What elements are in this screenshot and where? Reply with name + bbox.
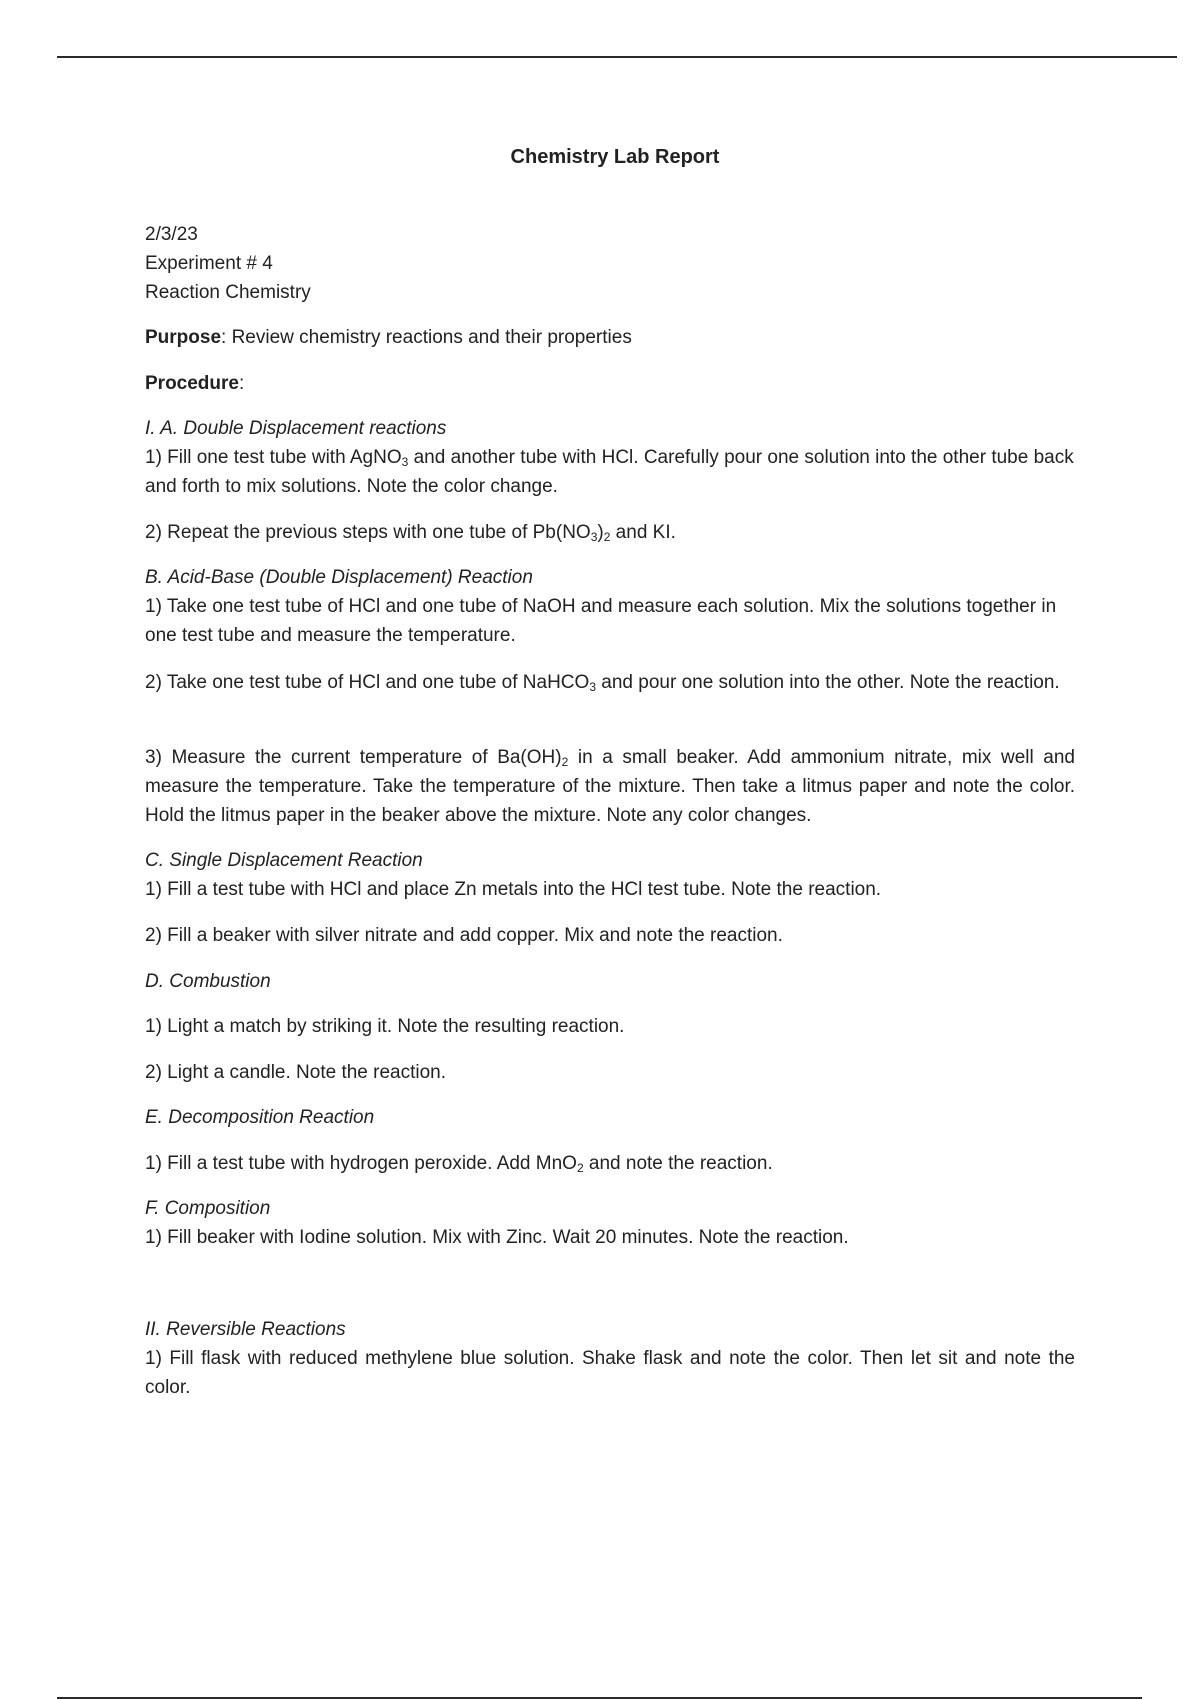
experiment-topic: Reaction Chemistry — [145, 282, 311, 303]
step-text — [145, 743, 1075, 830]
step-text: 1) Fill beaker with Iodine solution. Mix with Zinc. Wait 20 minutes. Note the reaction. — [145, 1227, 849, 1248]
step-text — [145, 668, 1075, 697]
purpose-text: : Review chemistry reactions and their properties — [221, 327, 632, 348]
step-text-part: 3) Measure the current temperature of Ba(OH) — [145, 747, 562, 768]
step-text-part: 2) Take one test tube of HCl and one tube of NaHCO — [145, 672, 590, 693]
step-text: 1) Fill flask with reduced methylene blue solution. Shake flask and note the color. Then let sit and note the color. — [145, 1348, 1075, 1398]
step-text — [145, 1149, 1075, 1178]
procedure-colon: : — [238, 373, 245, 394]
header-info — [145, 220, 1075, 307]
step-text: 1) Take one test tube of HCl and one tube of NaOH and measure each solution. Mix the solutions together in one test tube and measure the temperature. — [145, 596, 1057, 646]
step-text-part: and pour one solution into the other. Note the reaction. — [596, 672, 1060, 693]
step-text-part: and note the reaction. — [583, 1153, 773, 1174]
section-reversible — [145, 1315, 1075, 1402]
section-heading: I. A. Double Displacement reactions — [145, 418, 447, 439]
step-text-part: ) — [597, 522, 604, 543]
step-text: 1) Fill a test tube with HCl and place Zn metals into the HCl test tube. Note the reaction. — [145, 879, 882, 900]
section-heading: C. Single Displacement Reaction — [145, 850, 423, 871]
section-acid-base — [145, 563, 1075, 650]
section-single-displacement — [145, 846, 1075, 904]
purpose-line — [145, 323, 1075, 352]
subscript: 3 — [401, 455, 409, 469]
purpose-label: Purpose — [145, 327, 222, 348]
section-heading: E. Decomposition Reaction — [145, 1107, 375, 1128]
section-heading: II. Reversible Reactions — [145, 1319, 346, 1340]
subscript: 2 — [561, 755, 569, 769]
step-text — [145, 518, 1075, 547]
step-text — [145, 443, 1075, 501]
section-double-displacement — [145, 414, 1075, 501]
section-heading: B. Acid-Base (Double Displacement) Reaction — [145, 567, 533, 588]
step-text: 2) Light a candle. Note the reaction. — [145, 1062, 447, 1083]
procedure-label: Procedure — [145, 373, 239, 394]
step-text-part: 2) Repeat the previous steps with one tube of Pb(NO — [145, 522, 591, 543]
step-text-part: 1) Fill a test tube with hydrogen peroxide. Add MnO — [145, 1153, 577, 1174]
subscript: 2 — [576, 1161, 584, 1175]
section-composition — [145, 1194, 1075, 1252]
subscript: 3 — [590, 530, 598, 544]
section-heading: D. Combustion — [145, 971, 271, 992]
page-title: Chemistry Lab Report — [510, 146, 720, 168]
step-text: 1) Light a match by striking it. Note the resulting reaction. — [145, 1016, 625, 1037]
experiment-number: Experiment # 4 — [145, 253, 273, 274]
subscript: 2 — [603, 530, 611, 544]
step-text-part: and KI. — [610, 522, 676, 543]
step-text: 2) Fill a beaker with silver nitrate and add copper. Mix and note the reaction. — [145, 925, 783, 946]
report-date: 2/3/23 — [145, 224, 198, 245]
procedure-line — [145, 369, 1075, 398]
step-text-part: and another tube with HCl. Carefully pour one solution into the other tube back and forth to mix solutions. Note the color change. — [145, 447, 1074, 497]
bottom-rule — [57, 1697, 1142, 1699]
top-rule — [57, 56, 1177, 58]
subscript: 3 — [589, 680, 596, 694]
step-text-part: in a small beaker. Add ammonium nitrate, mix well and measure the temperature. Take the temperature of the mixture. Then take a litmus paper and note the color. Hold the litmus paper in the beaker above the mixture. Note any color changes. — [145, 747, 1075, 826]
section-heading: F. Composition — [145, 1198, 271, 1219]
step-text-part: 1) Fill one test tube with AgNO — [145, 447, 402, 468]
